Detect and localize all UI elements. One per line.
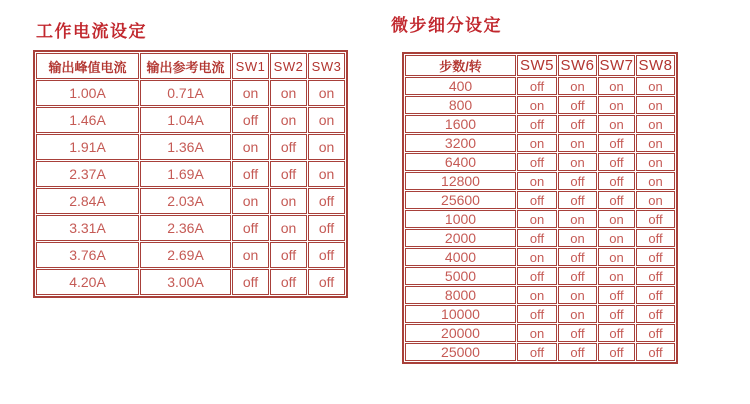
value-cell: 2000 bbox=[405, 229, 516, 247]
value-column-header: 输出峰值电流 bbox=[36, 53, 139, 79]
switch-state-cell: on bbox=[598, 248, 635, 266]
switch-state-cell: off bbox=[270, 269, 307, 295]
value-column-header: 步数/转 bbox=[405, 55, 516, 76]
switch-state-cell: on bbox=[598, 229, 635, 247]
value-cell: 10000 bbox=[405, 305, 516, 323]
value-cell: 3.76A bbox=[36, 242, 139, 268]
value-cell: 800 bbox=[405, 96, 516, 114]
switch-state-cell: off bbox=[270, 161, 307, 187]
switch-state-cell: on bbox=[636, 77, 675, 95]
switch-state-cell: off bbox=[517, 305, 557, 323]
switch-state-cell: off bbox=[598, 134, 635, 152]
switch-state-cell: off bbox=[636, 210, 675, 228]
table-row bbox=[36, 188, 345, 214]
switch-state-cell: off bbox=[558, 324, 597, 342]
switch-column-header: SW1 bbox=[232, 53, 269, 79]
table-row bbox=[405, 343, 675, 361]
switch-state-cell: off bbox=[517, 115, 557, 133]
microstep-setting-title: 微步细分设定 bbox=[391, 16, 502, 35]
value-cell: 20000 bbox=[405, 324, 516, 342]
value-cell: 4.20A bbox=[36, 269, 139, 295]
switch-state-cell: on bbox=[517, 248, 557, 266]
switch-state-cell: off bbox=[558, 96, 597, 114]
table-row bbox=[405, 267, 675, 285]
table-row bbox=[36, 242, 345, 268]
switch-state-cell: on bbox=[636, 115, 675, 133]
value-cell: 3200 bbox=[405, 134, 516, 152]
switch-state-cell: off bbox=[517, 229, 557, 247]
table-row bbox=[405, 96, 675, 114]
table-row bbox=[36, 80, 345, 106]
switch-state-cell: off bbox=[232, 161, 269, 187]
switch-state-cell: off bbox=[232, 215, 269, 241]
switch-state-cell: off bbox=[517, 267, 557, 285]
switch-column-header: SW8 bbox=[636, 55, 675, 76]
switch-state-cell: off bbox=[558, 248, 597, 266]
switch-state-cell: off bbox=[270, 242, 307, 268]
table-row bbox=[405, 229, 675, 247]
value-cell: 5000 bbox=[405, 267, 516, 285]
switch-state-cell: on bbox=[517, 324, 557, 342]
table-row bbox=[36, 215, 345, 241]
switch-column-header: SW3 bbox=[308, 53, 345, 79]
switch-state-cell: on bbox=[232, 188, 269, 214]
switch-state-cell: on bbox=[517, 96, 557, 114]
switch-state-cell: off bbox=[598, 153, 635, 171]
table-row bbox=[405, 210, 675, 228]
value-cell: 2.37A bbox=[36, 161, 139, 187]
switch-state-cell: 2.36A bbox=[140, 215, 231, 241]
switch-column-header: SW7 bbox=[599, 57, 634, 74]
table-row bbox=[405, 134, 675, 152]
table-row bbox=[405, 153, 675, 171]
switch-state-cell: off bbox=[558, 172, 597, 190]
switch-state-cell: on bbox=[558, 305, 597, 323]
value-cell: 25600 bbox=[405, 191, 516, 209]
switch-state-cell: off bbox=[308, 215, 345, 241]
value-cell: 400 bbox=[405, 77, 516, 95]
value-cell: 8000 bbox=[405, 286, 516, 304]
switch-state-cell: on bbox=[636, 153, 675, 171]
switch-state-cell: off bbox=[598, 343, 635, 361]
table-row bbox=[405, 77, 675, 95]
switch-state-cell: off bbox=[636, 343, 675, 361]
switch-state-cell: off bbox=[270, 134, 307, 160]
value-column-header: 输出参考电流 bbox=[140, 53, 231, 79]
switch-state-cell: on bbox=[270, 215, 307, 241]
switch-state-cell: on bbox=[517, 210, 557, 228]
value-cell: 1.46A bbox=[36, 107, 139, 133]
table-row bbox=[36, 134, 345, 160]
switch-state-cell: on bbox=[598, 77, 635, 95]
switch-state-cell: on bbox=[517, 172, 557, 190]
current-setting-title: 工作电流设定 bbox=[36, 22, 147, 41]
value-cell: 6400 bbox=[405, 153, 516, 171]
switch-column-header: SW6 bbox=[558, 55, 597, 76]
switch-state-cell: on bbox=[308, 161, 345, 187]
switch-state-cell: on bbox=[517, 134, 557, 152]
switch-state-cell: on bbox=[558, 77, 597, 95]
switch-state-cell: on bbox=[558, 153, 597, 171]
switch-state-cell: on bbox=[517, 286, 557, 304]
value-cell: 1000 bbox=[405, 210, 516, 228]
switch-state-cell: off bbox=[598, 286, 635, 304]
switch-state-cell: 2.03A bbox=[140, 188, 231, 214]
switch-state-cell: off bbox=[232, 269, 269, 295]
switch-state-cell: off bbox=[558, 267, 597, 285]
switch-state-cell: on bbox=[636, 134, 675, 152]
table-row bbox=[36, 107, 345, 133]
switch-state-cell: off bbox=[558, 115, 597, 133]
microstep-table-header-row bbox=[405, 55, 675, 76]
switch-state-cell: off bbox=[598, 191, 635, 209]
current-table-header-row bbox=[36, 53, 345, 79]
switch-state-cell: on bbox=[598, 267, 635, 285]
value-cell: 1.91A bbox=[36, 134, 139, 160]
current-setting-table bbox=[33, 50, 348, 298]
switch-state-cell: on bbox=[558, 210, 597, 228]
switch-state-cell: on bbox=[558, 229, 597, 247]
value-cell: 4000 bbox=[405, 248, 516, 266]
value-cell: 25000 bbox=[405, 343, 516, 361]
switch-state-cell: off bbox=[598, 324, 635, 342]
switch-state-cell: off bbox=[308, 242, 345, 268]
table-row bbox=[36, 161, 345, 187]
table-row bbox=[36, 269, 345, 295]
switch-state-cell: on bbox=[558, 134, 597, 152]
table-row bbox=[405, 286, 675, 304]
switch-state-cell: on bbox=[308, 134, 345, 160]
switch-state-cell: on bbox=[558, 286, 597, 304]
switch-state-cell: off bbox=[598, 305, 635, 323]
switch-state-cell: on bbox=[270, 188, 307, 214]
switch-state-cell: on bbox=[598, 115, 635, 133]
value-cell: 3.31A bbox=[36, 215, 139, 241]
switch-state-cell: 3.00A bbox=[140, 269, 231, 295]
switch-column-header: SW2 bbox=[270, 53, 307, 79]
switch-state-cell: off bbox=[636, 324, 675, 342]
switch-state-cell: on bbox=[232, 80, 269, 106]
switch-state-cell: on bbox=[308, 80, 345, 106]
value-cell: 1.00A bbox=[36, 80, 139, 106]
table-row bbox=[405, 115, 675, 133]
switch-state-cell: on bbox=[636, 172, 675, 190]
switch-state-cell: 0.71A bbox=[140, 80, 231, 106]
switch-state-cell: on bbox=[232, 134, 269, 160]
switch-state-cell: on bbox=[270, 107, 307, 133]
value-cell: 2.84A bbox=[36, 188, 139, 214]
value-cell: 1600 bbox=[405, 115, 516, 133]
switch-state-cell: off bbox=[232, 107, 269, 133]
switch-state-cell: off bbox=[636, 229, 675, 247]
switch-state-cell: off bbox=[308, 188, 345, 214]
table-row bbox=[405, 191, 675, 209]
switch-state-cell: 1.36A bbox=[140, 134, 231, 160]
switch-state-cell: off bbox=[558, 191, 597, 209]
switch-state-cell: off bbox=[636, 305, 675, 323]
switch-state-cell: off bbox=[636, 286, 675, 304]
table-row bbox=[405, 324, 675, 342]
switch-state-cell: off bbox=[558, 343, 597, 361]
switch-state-cell: off bbox=[517, 77, 557, 95]
switch-state-cell: 2.69A bbox=[140, 242, 231, 268]
microstep-setting-table bbox=[402, 52, 678, 364]
table-row bbox=[405, 305, 675, 323]
table-row bbox=[405, 172, 675, 190]
switch-state-cell: off bbox=[308, 269, 345, 295]
switch-state-cell: 1.04A bbox=[140, 107, 231, 133]
switch-state-cell: on bbox=[636, 96, 675, 114]
table-row bbox=[405, 248, 675, 266]
switch-state-cell: off bbox=[636, 248, 675, 266]
value-cell: 12800 bbox=[405, 172, 516, 190]
switch-state-cell: off bbox=[517, 191, 557, 209]
switch-state-cell: 1.69A bbox=[140, 161, 231, 187]
switch-state-cell: off bbox=[517, 153, 557, 171]
switch-column-header: SW5 bbox=[517, 55, 557, 76]
switch-state-cell: off bbox=[636, 267, 675, 285]
switch-state-cell: on bbox=[270, 80, 307, 106]
switch-state-cell: off bbox=[517, 343, 557, 361]
switch-state-cell: on bbox=[598, 210, 635, 228]
switch-state-cell: off bbox=[598, 172, 635, 190]
switch-state-cell: on bbox=[232, 242, 269, 268]
switch-state-cell: on bbox=[598, 96, 635, 114]
switch-state-cell: on bbox=[636, 191, 675, 209]
switch-state-cell: on bbox=[308, 107, 345, 133]
